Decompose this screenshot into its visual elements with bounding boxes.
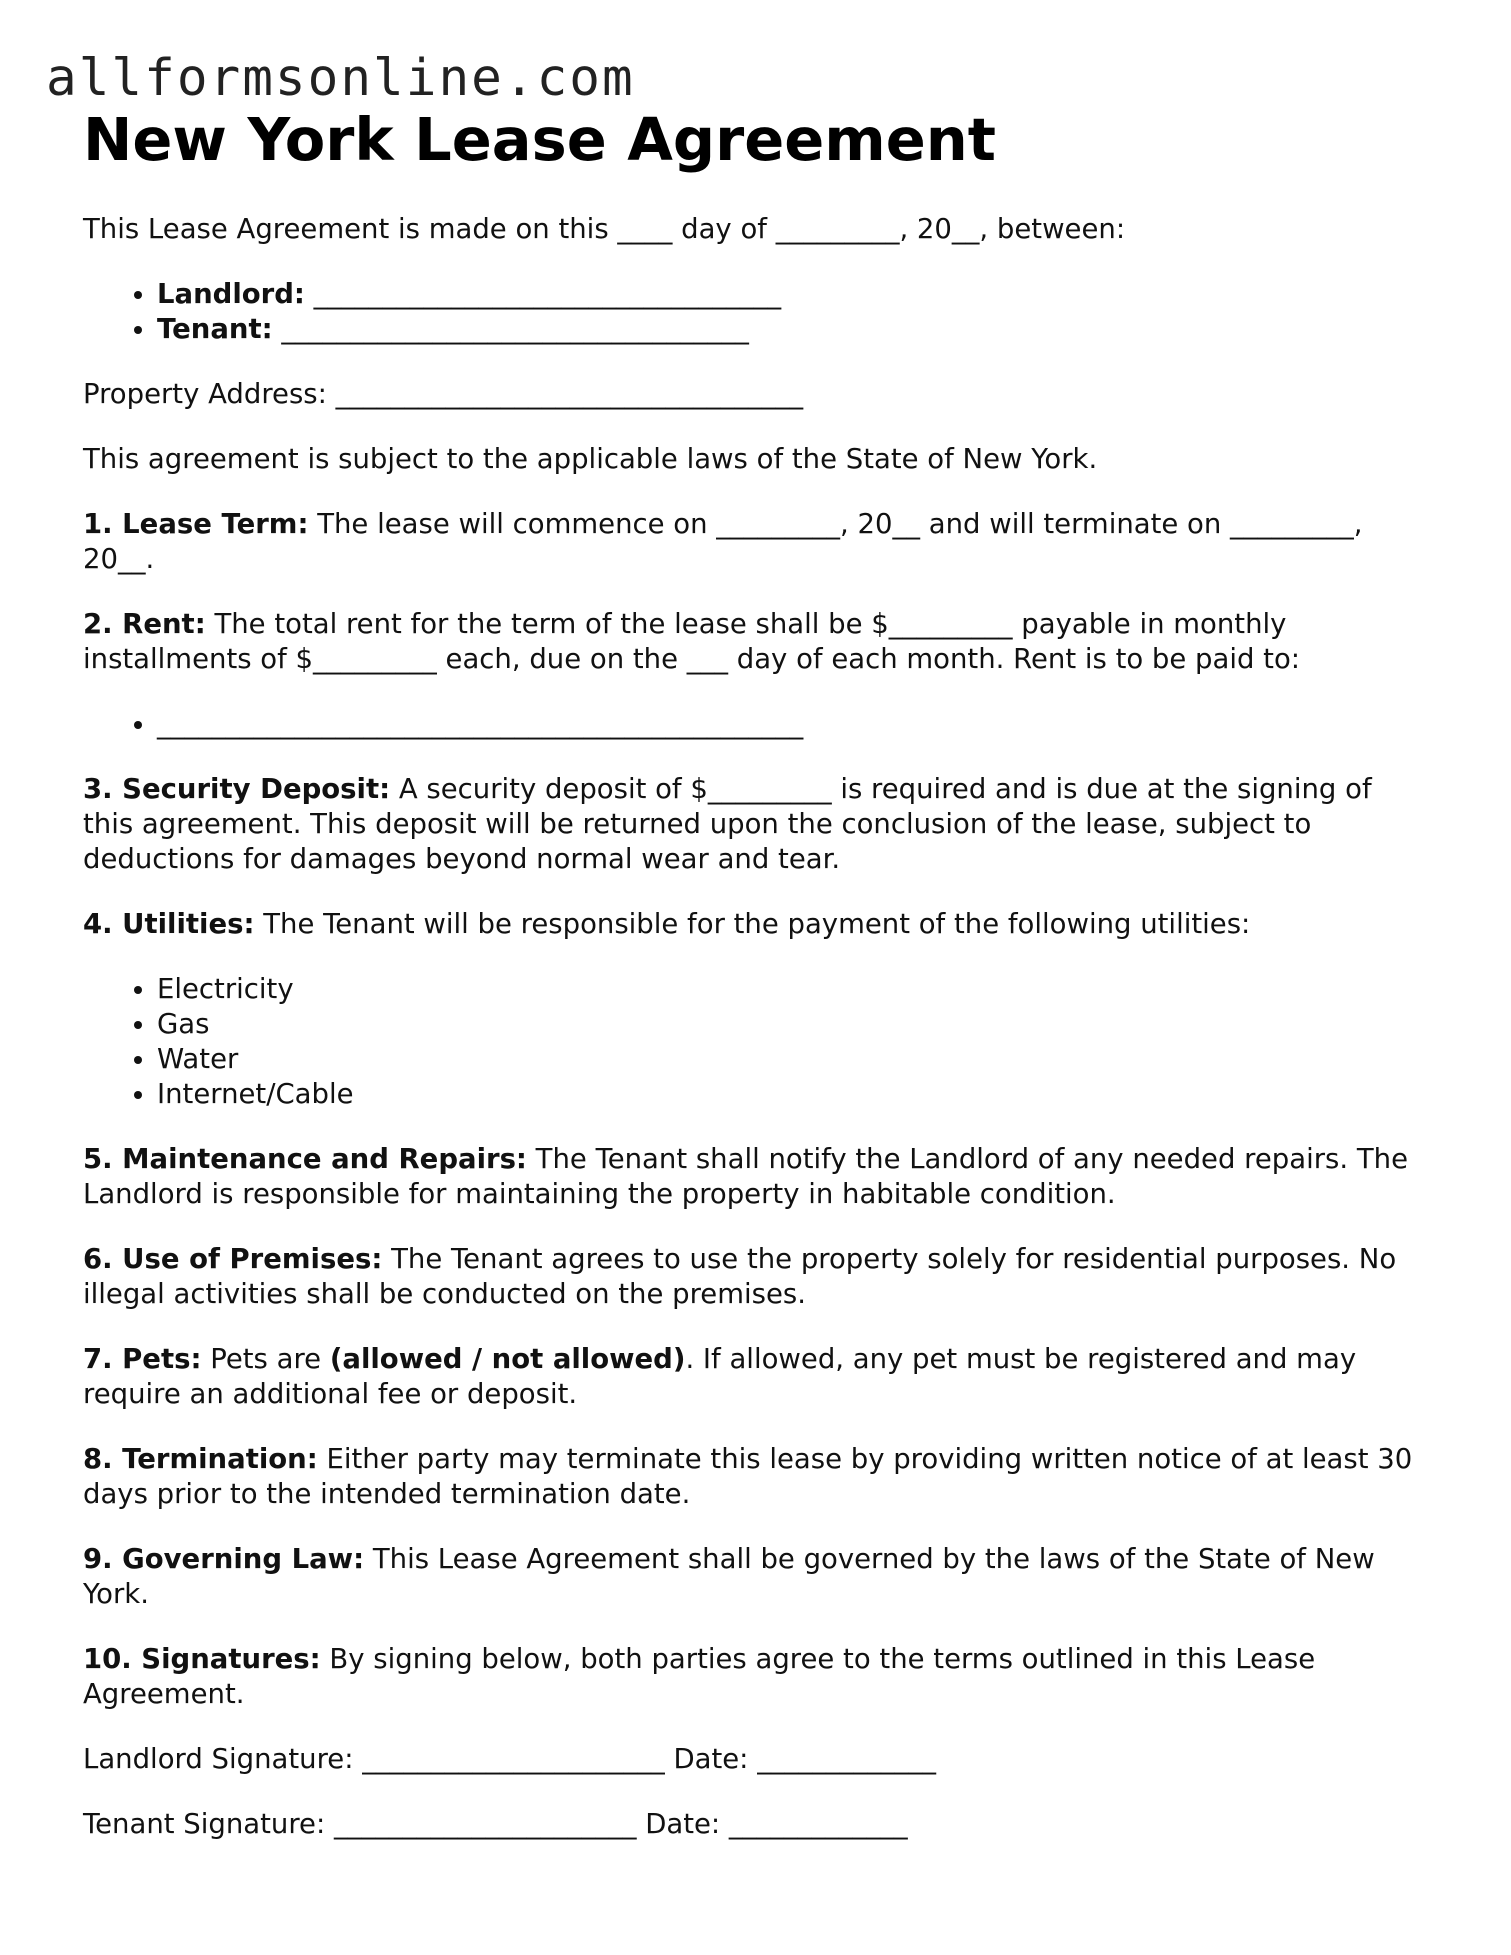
- section-text: By signing below, both parties agree to the terms outlined in this Lease Agreement.: [83, 1643, 1316, 1710]
- list-item: • Internet/Cable: [157, 1077, 1413, 1112]
- section-heading: 1. Lease Term:: [83, 508, 309, 540]
- site-watermark: allformsonline.com: [46, 49, 635, 108]
- section-heading: 4. Utilities:: [83, 908, 255, 940]
- section-lease-term: [83, 507, 1413, 577]
- section-signatures: [83, 1642, 1413, 1712]
- section-text: The Tenant will be responsible for the payment of the following utilities:: [254, 908, 1251, 940]
- landlord-label: Landlord:: [157, 278, 305, 310]
- section-text: The Tenant agrees to use the property solely for residential purposes. No illegal activities shall be conducted on the premises.: [83, 1243, 1397, 1310]
- section-text: . If allowed, any pet must be registered and may require an additional fee or deposit.: [83, 1343, 1357, 1410]
- section-use-of-premises: [83, 1242, 1413, 1312]
- tenant-label: Tenant:: [157, 313, 273, 345]
- pets-option: (allowed / not allowed): [329, 1343, 686, 1375]
- section-maintenance: [83, 1142, 1413, 1212]
- rent-payee-blank: • _______________________________________________: [157, 707, 1413, 742]
- landlord-signature-line: Landlord Signature: ______________________ Date: _____________: [83, 1743, 936, 1775]
- section-security-deposit: [83, 772, 1413, 877]
- section-text: This Lease Agreement shall be governed by the laws of the State of New York.: [83, 1543, 1375, 1610]
- section-text: Pets are: [201, 1343, 330, 1375]
- section-utilities: [83, 907, 1413, 942]
- rent-payee-list: [83, 707, 1413, 742]
- section-heading: 9. Governing Law:: [83, 1543, 365, 1575]
- property-address: Property Address: __________________________________: [83, 378, 804, 410]
- section-heading: 8. Termination:: [83, 1443, 318, 1475]
- section-rent: [83, 607, 1413, 677]
- section-heading: 2. Rent:: [83, 608, 206, 640]
- section-heading: 5. Maintenance and Repairs:: [83, 1143, 527, 1175]
- list-item: • Electricity: [157, 972, 1413, 1007]
- list-item: • Water: [157, 1042, 1413, 1077]
- tenant-blank: __________________________________: [281, 313, 749, 345]
- intro-paragraph: This Lease Agreement is made on this ____ day of _________, 20__, between:: [83, 213, 1126, 245]
- section-heading: 7. Pets:: [83, 1343, 202, 1375]
- tenant-signature-line: Tenant Signature: ______________________ Date: _____________: [83, 1808, 908, 1840]
- utilities-list: [83, 972, 1413, 1112]
- document-body: [83, 212, 1413, 1872]
- section-heading: 10. Signatures:: [83, 1643, 321, 1675]
- section-termination: [83, 1442, 1413, 1512]
- subject-to-law: This agreement is subject to the applicable laws of the State of New York.: [83, 443, 1098, 475]
- list-item: • Gas: [157, 1007, 1413, 1042]
- section-text: Either party may terminate this lease by providing written notice of at least 30 days prior to the intended termination date.: [83, 1443, 1413, 1510]
- section-text: The total rent for the term of the lease shall be $_________ payable in monthly installments of $_________ each, due on the ___ day of each month. Rent is to be paid to:: [83, 608, 1301, 675]
- section-heading: 3. Security Deposit:: [83, 773, 391, 805]
- list-item: [157, 277, 1413, 312]
- landlord-blank: __________________________________: [313, 278, 782, 310]
- section-heading: 6. Use of Premises:: [83, 1243, 383, 1275]
- section-governing-law: [83, 1542, 1413, 1612]
- section-text: The Tenant shall notify the Landlord of any needed repairs. The Landlord is responsible for maintaining the property in habitable condition.: [83, 1143, 1408, 1210]
- list-item: [157, 312, 1413, 347]
- section-text: A security deposit of $_________ is required and is due at the signing of this agreement. This deposit will be returned upon the conclusion of the lease, subject to deductions for damages beyond normal wear and tear.: [83, 773, 1372, 875]
- section-pets: [83, 1342, 1413, 1412]
- document-title: New York Lease Agreement: [83, 105, 996, 174]
- section-text: The lease will commence on _________, 20__ and will terminate on _________, 20__.: [83, 508, 1363, 575]
- parties-list: [83, 277, 1413, 347]
